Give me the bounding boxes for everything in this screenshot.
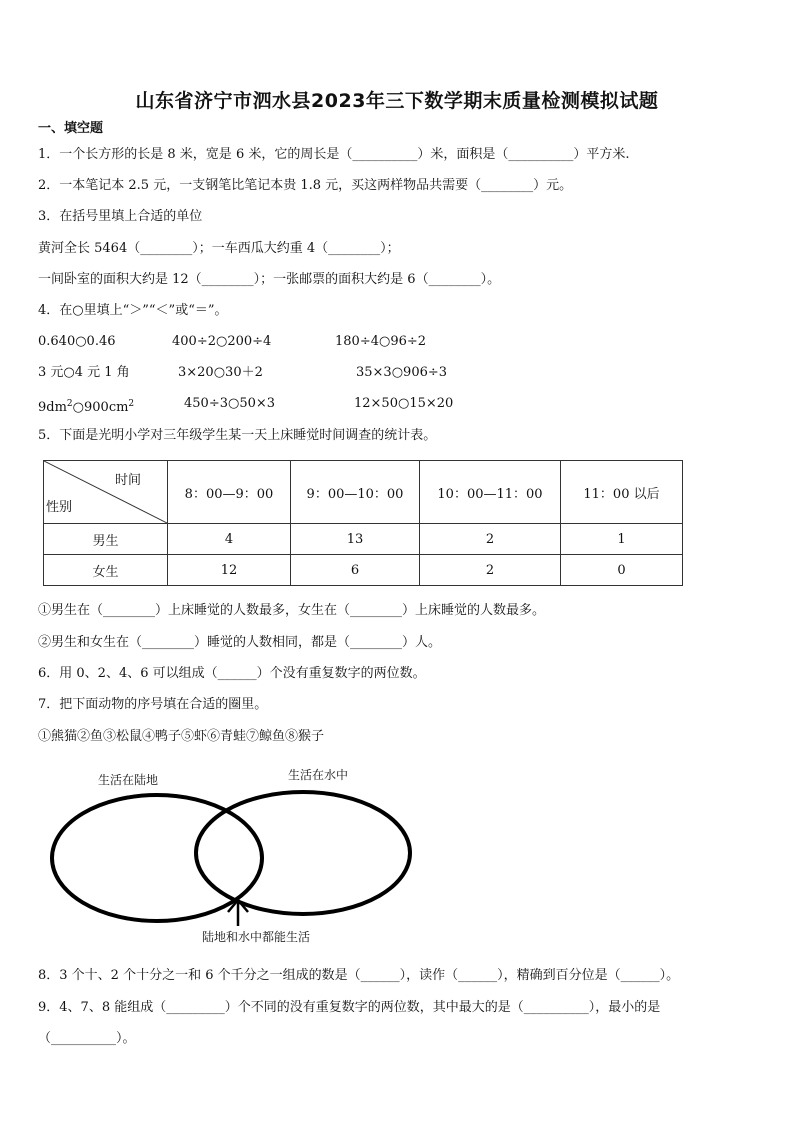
page-title: 山东省济宁市泗水县2023年三下数学期末质量检测模拟试题 — [135, 90, 659, 112]
table-cell: 1 — [561, 524, 683, 555]
unit-superscript: 2 — [66, 399, 73, 409]
question-9-continued: （__________）。 — [38, 1031, 136, 1046]
compare-left: 9dm — [38, 400, 67, 415]
column-header: 9：00—10：00 — [291, 461, 420, 524]
animal-list: ①熊猫②鱼③松鼠④鸭子⑤虾⑥青蛙⑦鲸鱼⑧猴子 — [38, 729, 325, 744]
question-9: 9．4、7、8 能组成（_________）个不同的没有重复数字的两位数，其中最大的是（__________），最小的是 — [38, 1000, 661, 1015]
question-3-line-2: 一间卧室的面积大约是 12（________）；一张邮票的面积大约是 6（________）。 — [38, 272, 501, 287]
water-circle — [196, 792, 410, 914]
table-cell: 6 — [291, 555, 420, 586]
land-circle — [52, 795, 262, 921]
question-2: 2．一本笔记本 2.5 元，一支钢笔比笔记本贵 1.8 元，买这两样物品共需要（________）元。 — [38, 178, 573, 193]
unit-superscript: 2 — [128, 399, 135, 409]
compare-item — [38, 395, 134, 417]
column-header: 8：00—9：00 — [168, 461, 291, 524]
question-7-stem: 7．把下面动物的序号填在合适的圈里。 — [38, 697, 268, 712]
compare-item: 0.640○0.46 — [38, 334, 116, 349]
question-5-sub-1: ①男生在（________）上床睡觉的人数最多，女生在（________）上床睡觉的人数最多。 — [38, 603, 546, 618]
corner-label-time: 时间 — [114, 473, 141, 488]
table-cell: 2 — [420, 555, 561, 586]
compare-right: ○900cm — [72, 400, 129, 415]
land-label: 生活在陆地 — [98, 773, 159, 787]
column-header: 11：00 以后 — [561, 461, 683, 524]
water-label: 生活在水中 — [288, 768, 349, 782]
row-label: 女生 — [44, 555, 168, 586]
table-cell: 12 — [168, 555, 291, 586]
compare-item: 35×3○906÷3 — [356, 365, 448, 380]
sleep-time-table — [43, 460, 683, 586]
row-label: 男生 — [44, 524, 168, 555]
table-cell: 2 — [420, 524, 561, 555]
table-cell: 0 — [561, 555, 683, 586]
compare-item: 12×50○15×20 — [354, 396, 454, 411]
question-4-stem: 4．在○里填上“＞”“＜”或“＝”。 — [38, 303, 228, 318]
both-label: 陆地和水中都能生活 — [202, 930, 311, 944]
table-cell: 13 — [291, 524, 420, 555]
corner-label-gender: 性别 — [46, 500, 73, 515]
question-6: 6．用 0、2、4、6 可以组成（______）个没有重复数字的两位数。 — [38, 666, 426, 681]
question-1: 1．一个长方形的长是 8 米，宽是 6 米，它的周长是（__________）米，面积是（__________）平方米. — [38, 147, 630, 162]
question-3-line-1: 黄河全长 5464（________）；一车西瓜大约重 4（________）； — [38, 241, 400, 256]
compare-item: 450÷3○50×3 — [184, 396, 276, 411]
table-row — [44, 524, 683, 555]
question-3-stem: 3．在括号里填上合适的单位 — [38, 209, 203, 224]
table-corner-cell — [44, 461, 168, 524]
question-5-stem: 5．下面是光明小学对三年级学生某一天上床睡觉时间调查的统计表。 — [38, 428, 437, 443]
column-header: 10：00—11：00 — [420, 461, 561, 524]
table-cell: 4 — [168, 524, 291, 555]
compare-item: 180÷4○96÷2 — [335, 334, 427, 349]
question-5-sub-2: ②男生和女生在（________）睡觉的人数相同，都是（________）人。 — [38, 635, 442, 650]
section-heading: 一、填空题 — [38, 121, 104, 136]
compare-item: 3 元○4 元 1 角 — [38, 365, 130, 380]
table-row — [44, 555, 683, 586]
venn-diagram — [40, 760, 420, 940]
compare-item: 400÷2○200÷4 — [172, 334, 272, 349]
question-8: 8．3 个十、2 个十分之一和 6 个千分之一组成的数是（______），读作（______），精确到百分位是（______）。 — [38, 968, 680, 983]
compare-item: 3×20○30＋2 — [178, 365, 263, 380]
